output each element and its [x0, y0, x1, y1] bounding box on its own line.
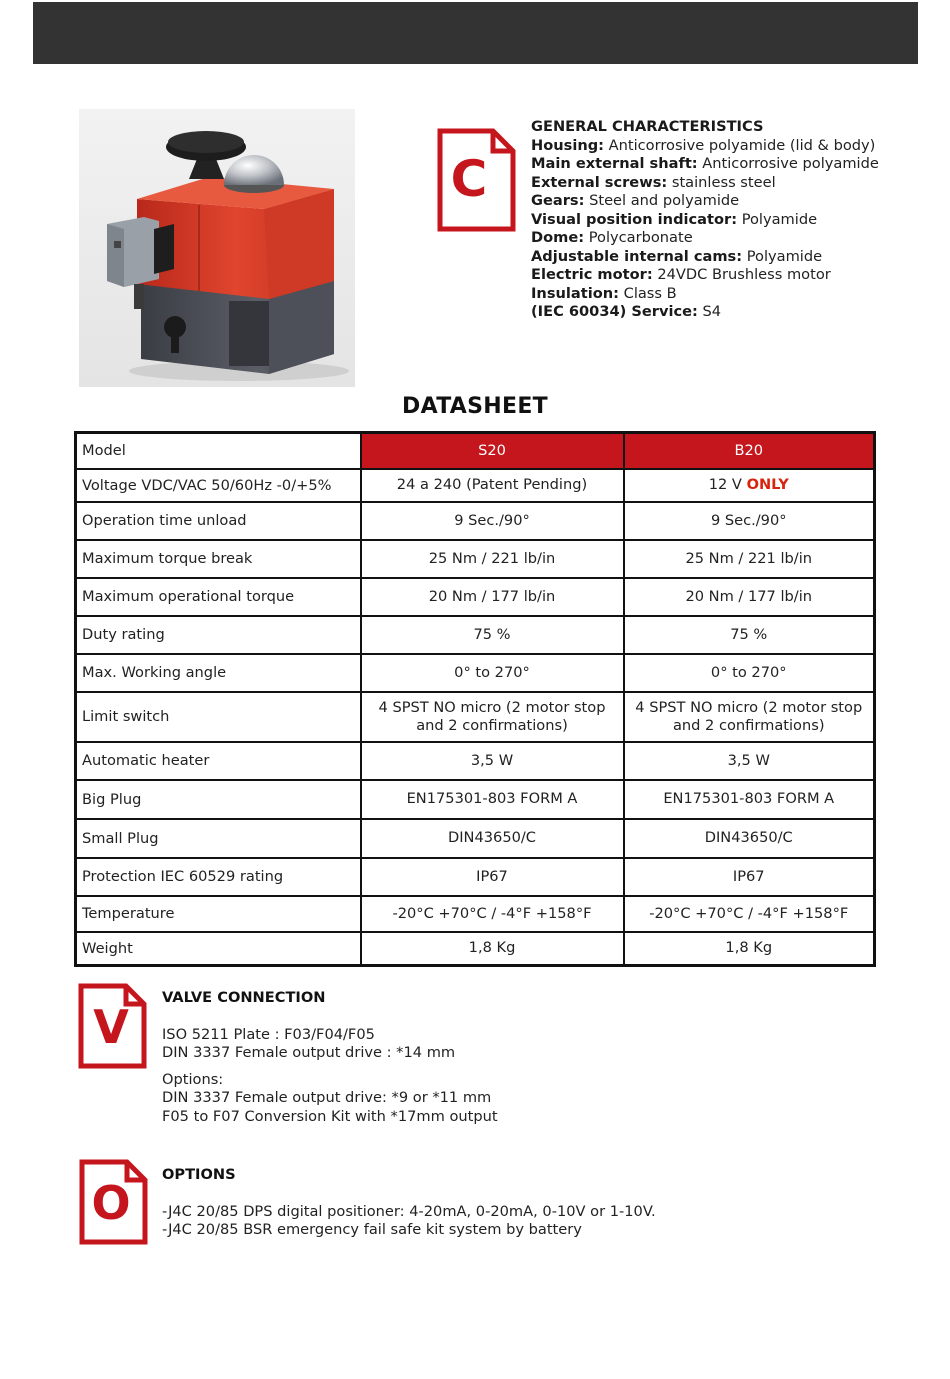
options-icon-letter: O — [91, 1176, 131, 1230]
options-line: -J4C 20/85 BSR emergency fail safe kit system by battery — [162, 1221, 582, 1238]
actuator-illustration — [79, 109, 355, 387]
datasheet-title: DATASHEET — [402, 394, 548, 419]
general-row: Dome: Polycarbonate — [531, 229, 693, 246]
header-model-s20: S20 — [361, 433, 624, 469]
general-row: Visual position indicator: Polyamide — [531, 210, 818, 228]
table-row: Temperature -20°C +70°C / -4°F +158°F -20°C +70°C / -4°F +158°F — [76, 896, 875, 932]
valve-option-line: DIN 3337 Female output drive: *9 or *11 mm — [162, 1089, 492, 1106]
header-label: Model — [76, 433, 361, 469]
valve-connection-section — [162, 989, 498, 1126]
table-row: Weight 1,8 Kg 1,8 Kg — [76, 932, 875, 966]
table-row: Limit switch 4 SPST NO micro (2 motor stop and 2 confirmations) 4 SPST NO micro (2 motor stop and 2 confirmations) — [76, 692, 875, 742]
table-row: Maximum operational torque 20 Nm / 177 lb/in 20 Nm / 177 lb/in — [76, 578, 875, 616]
datasheet-table — [74, 431, 876, 967]
options-title: OPTIONS — [162, 1166, 236, 1183]
general-row: Gears: Steel and polyamide — [531, 192, 740, 209]
general-title: GENERAL CHARACTERISTICS — [531, 118, 764, 135]
table-row: Max. Working angle 0° to 270° 0° to 270° — [76, 654, 875, 692]
valve-title: VALVE CONNECTION — [162, 989, 326, 1006]
header-bar — [33, 2, 918, 64]
table-header-row — [76, 433, 875, 469]
valve-option-line: F05 to F07 Conversion Kit with *17mm output — [162, 1107, 498, 1125]
valve-icon-letter: V — [93, 1000, 129, 1054]
table-row: Operation time unload 9 Sec./90° 9 Sec./90° — [76, 502, 875, 540]
options-doc-icon — [79, 1159, 149, 1245]
general-row: External screws: stainless steel — [531, 173, 776, 191]
table-row: Duty rating 75 % 75 % — [76, 616, 875, 654]
table-row: Voltage VDC/VAC 50/60Hz -0/+5% 24 a 240 (Patent Pending) 12 V ONLY — [76, 469, 875, 502]
general-row: (IEC 60034) Service: S4 — [531, 303, 722, 320]
options-line: -J4C 20/85 DPS digital positioner: 4-20mA, 0-20mA, 0-10V or 1-10V. — [162, 1202, 656, 1220]
valve-line: ISO 5211 Plate : F03/F04/F05 — [162, 1025, 375, 1043]
valve-line: DIN 3337 Female output drive : *14 mm — [162, 1044, 456, 1061]
general-row: Adjustable internal cams: Polyamide — [531, 247, 823, 265]
table-row: Maximum torque break 25 Nm / 221 lb/in 25 Nm / 221 lb/in — [76, 540, 875, 578]
general-icon-letter: C — [450, 150, 488, 208]
product-image — [79, 109, 355, 387]
table-row: Protection IEC 60529 rating IP67 IP67 — [76, 858, 875, 896]
valve-options-label: Options: — [162, 1070, 224, 1088]
valve-doc-icon — [78, 983, 148, 1069]
general-row: Electric motor: 24VDC Brushless motor — [531, 266, 831, 283]
general-characteristics — [531, 118, 931, 322]
header-model-b20: B20 — [624, 433, 875, 469]
general-row: Insulation: Class B — [531, 284, 677, 302]
general-row: Housing: Anticorrosive polyamide (lid & body) — [531, 136, 876, 154]
options-section — [162, 1166, 656, 1240]
general-row: Main external shaft: Anticorrosive polyamide — [531, 155, 879, 172]
general-doc-icon — [437, 128, 517, 232]
table-row: Small Plug DIN43650/C DIN43650/C — [76, 819, 875, 858]
table-row: Big Plug EN175301-803 FORM A EN175301-803 FORM A — [76, 780, 875, 819]
only-emphasis: ONLY — [746, 476, 789, 493]
table-row: Automatic heater 3,5 W 3,5 W — [76, 742, 875, 780]
